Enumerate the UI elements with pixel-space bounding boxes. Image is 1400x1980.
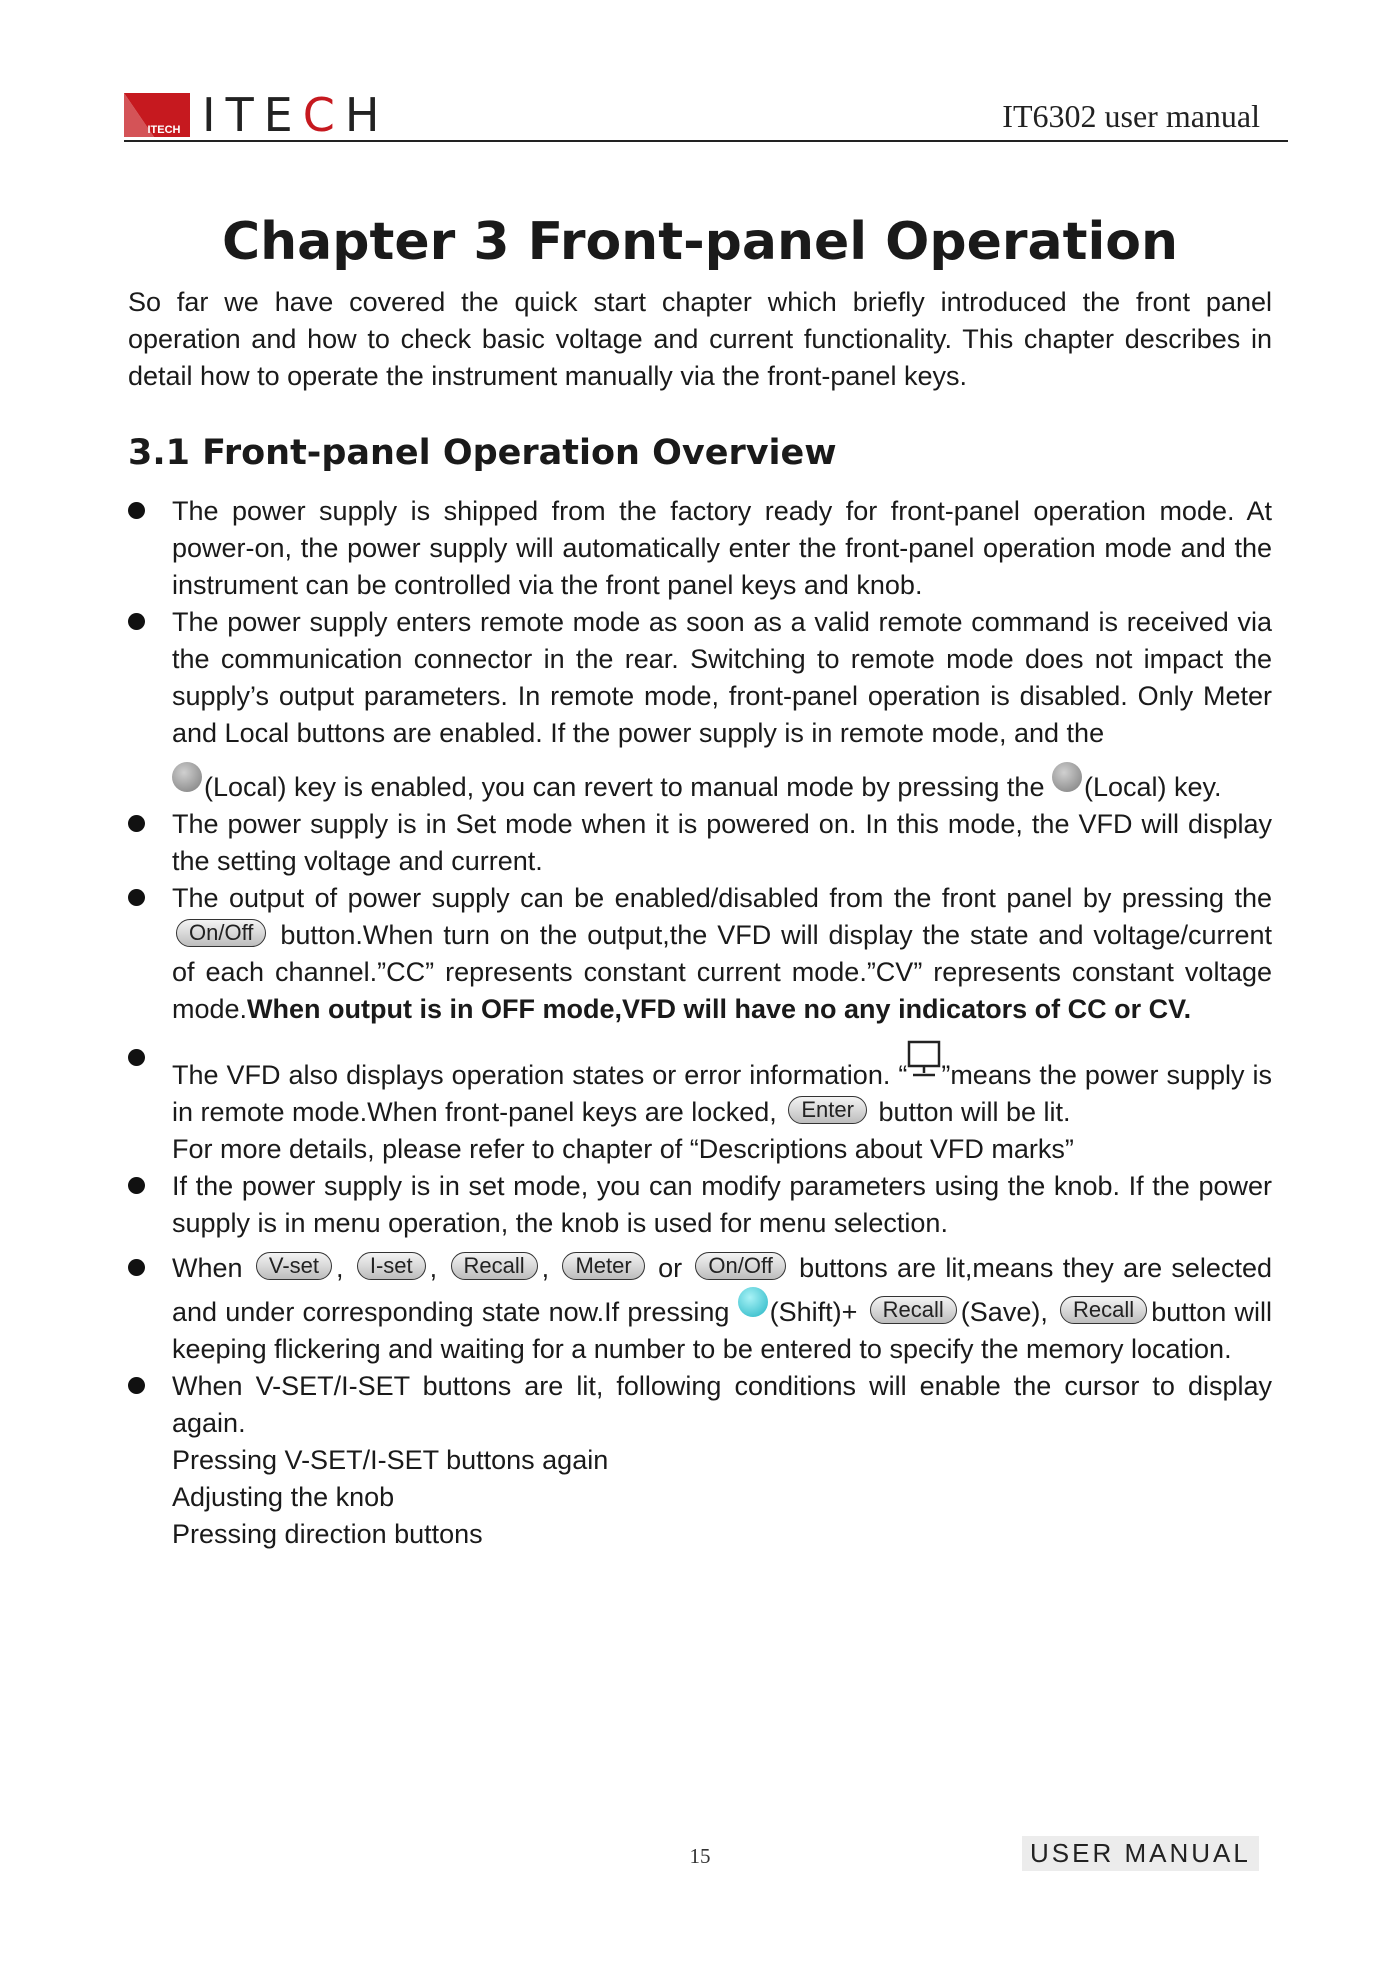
enter-key-icon: Enter [788,1096,867,1124]
comma-text: , [541,1253,550,1283]
bullet-icon [128,815,145,832]
itech-logo-mark-icon [124,93,190,137]
logo-mark-text: ITECH [147,124,181,136]
list-item [128,806,1272,880]
list-item-text: For more details, please refer to chapter of “Descriptions about VFD marks” [172,1134,1074,1164]
section-title: 3.1 Front-panel Operation Overview [128,433,837,473]
list-item [128,1250,1272,1368]
itech-logo [124,88,390,142]
list-item-text: ”means the power supply is in remote mode.When front-panel keys are locked, [172,1060,1272,1127]
recall-key-icon: Recall [1060,1296,1147,1324]
list-item [128,880,1272,1028]
bullet-icon [128,1049,145,1066]
condition-item: Adjusting the knob [172,1482,395,1512]
bullet-icon [128,502,145,519]
list-item [128,604,1272,806]
bullet-icon [128,1177,145,1194]
local-key-icon [172,762,202,792]
list-item [128,1040,1272,1168]
overview-list [128,493,1272,1442]
list-item-text: The VFD also displays operation states or error information. “ [172,1060,908,1090]
monitor-icon [907,1040,941,1080]
list-item-text: The output of power supply can be enabled/disabled from the front panel by pressing the [172,883,1272,913]
logo-wordmark-text: ITECH [202,88,390,142]
list-item-text: (Shift)+ [769,1297,858,1327]
page-number: 15 [689,1844,711,1868]
list-item-text: buttons are lit,means they are selected and under corresponding state now.If pressing [172,1253,1272,1327]
list-item-text: button will be lit. [878,1097,1071,1127]
recall-key-icon: Recall [451,1252,538,1280]
list-item [128,1368,1272,1442]
list-item [128,1168,1272,1242]
list-item [128,493,1272,604]
bullet-icon [128,1377,145,1394]
shift-key-icon [738,1287,768,1317]
list-item-text: (Local) key is enabled, you can revert to manual mode by pressing the [204,772,1045,802]
local-key-icon [1052,762,1082,792]
list-item-text: When [172,1253,243,1283]
list-item-text: The power supply is in Set mode when it is powered on. In this mode, the VFD will display the setting voltage and current. [172,809,1272,876]
list-item-text: The power supply is shipped from the factory ready for front-panel operation mode. At power-on, the power supply will automatically enter the front-panel operation mode and the instrument can be controlled via the front panel keys and knob. [172,496,1272,600]
bullet-icon [128,613,145,630]
meter-key-icon: Meter [562,1252,644,1280]
comma-text: , [336,1253,344,1283]
document-title: IT6302 user manual [1002,98,1260,134]
list-item-text: If the power supply is in set mode, you can modify parameters using the knob. If the power supply is in menu operation, the knob is used for menu selection. [172,1171,1272,1238]
chapter-title: Chapter 3 Front-panel Operation [221,212,1179,272]
bullet-icon [128,1259,145,1276]
recall-key-icon: Recall [870,1296,957,1324]
onoff-key-icon: On/Off [176,919,266,947]
comma-text: , [429,1253,438,1283]
condition-item: Pressing V-SET/I-SET buttons again [172,1445,609,1475]
list-item-text: button.When turn on the output,the VFD will display the state and voltage/current of each channel.”CC” represents constant current mode.”CV” represents constant voltage mode. [172,920,1272,1024]
footer-manual-label: USER MANUAL [1022,1836,1259,1871]
onoff-key-icon: On/Off [695,1252,785,1280]
intro-paragraph: So far we have covered the quick start chapter which briefly introduced the front panel operation and how to check basic voltage and current functionality. This chapter describes in detail how to operate the instrument manually via the front-panel keys. [128,287,1272,391]
list-item-text: or [658,1253,683,1283]
page-content [128,284,1272,1553]
list-item-text: (Save), [960,1297,1048,1327]
logo-wordmark [202,88,390,142]
page-header [124,88,1288,142]
list-item-text: button will keeping flickering and waiting for a number to be entered to specify the memory location. [172,1297,1272,1364]
list-item-bold-text: When output is in OFF mode,VFD will have no any indicators of CC or CV. [247,994,1192,1024]
vset-key-icon: V-set [256,1252,332,1280]
list-item-text: The power supply enters remote mode as soon as a valid remote command is received via the communication connector in the rear. Switching to remote mode does not impact the supply’s output parameters. In remote mode, front-panel operation is disabled. Only Meter and Local buttons are enabled. If the power supply is in remote mode, and the [172,607,1272,748]
list-item-text: When V-SET/I-SET buttons are lit, following conditions will enable the cursor to display again. [172,1371,1272,1438]
iset-key-icon: I-set [357,1252,426,1280]
list-item-text: (Local) key. [1083,772,1222,802]
condition-item: Pressing direction buttons [172,1519,483,1549]
bullet-icon [128,889,145,906]
